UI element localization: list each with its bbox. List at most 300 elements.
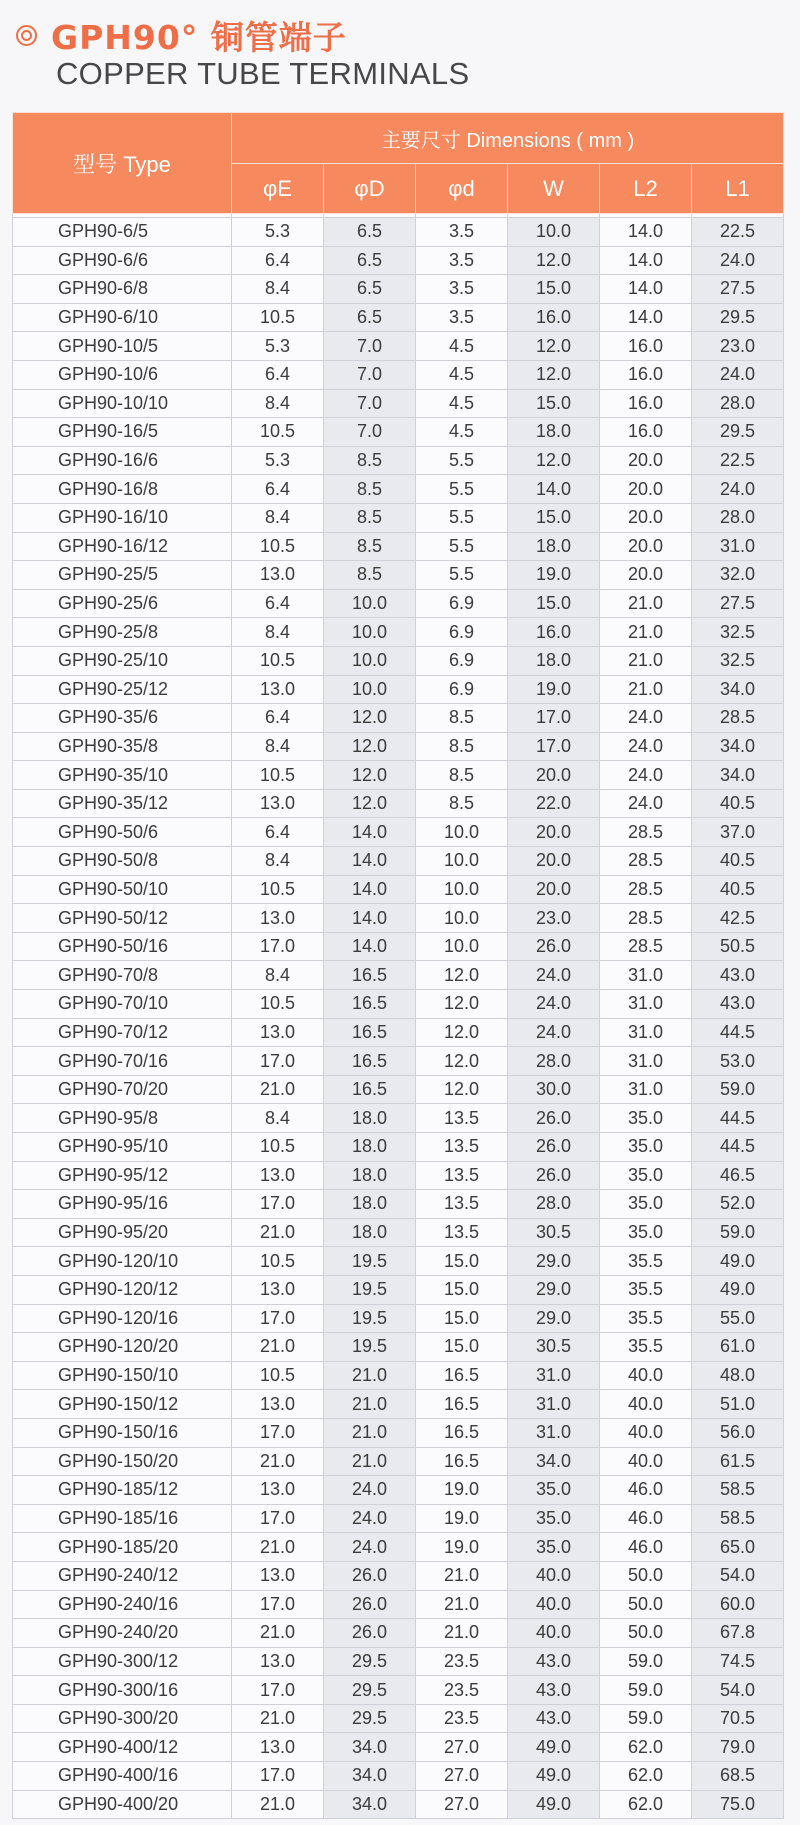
value-cell: 43.0 xyxy=(508,1676,600,1705)
type-cell: GPH90-150/10 xyxy=(13,1361,232,1390)
value-cell: 12.0 xyxy=(416,1047,508,1076)
value-cell: 6.4 xyxy=(232,589,324,618)
value-cell: 19.0 xyxy=(508,675,600,704)
table-row xyxy=(13,1190,784,1219)
value-cell: 40.0 xyxy=(508,1561,600,1590)
value-cell: 23.0 xyxy=(692,332,784,361)
value-cell: 40.5 xyxy=(692,789,784,818)
value-cell: 15.0 xyxy=(416,1304,508,1333)
table-row xyxy=(13,789,784,818)
value-cell: 31.0 xyxy=(692,532,784,561)
value-cell: 49.0 xyxy=(692,1247,784,1276)
value-cell: 53.0 xyxy=(692,1047,784,1076)
table-row xyxy=(13,961,784,990)
value-cell: 18.0 xyxy=(508,418,600,447)
value-cell: 16.0 xyxy=(508,303,600,332)
value-cell: 12.0 xyxy=(416,1075,508,1104)
type-cell: GPH90-120/20 xyxy=(13,1333,232,1362)
value-cell: 27.0 xyxy=(416,1733,508,1762)
value-cell: 13.0 xyxy=(232,1647,324,1676)
table-row xyxy=(13,446,784,475)
value-cell: 29.5 xyxy=(324,1647,416,1676)
value-cell: 13.0 xyxy=(232,675,324,704)
value-cell: 21.0 xyxy=(600,618,692,647)
value-cell: 24.0 xyxy=(692,475,784,504)
value-cell: 58.5 xyxy=(692,1476,784,1505)
table-row xyxy=(13,561,784,590)
value-cell: 10.5 xyxy=(232,303,324,332)
value-cell: 40.0 xyxy=(508,1590,600,1619)
table-row xyxy=(13,704,784,733)
value-cell: 49.0 xyxy=(508,1790,600,1819)
type-cell: GPH90-10/5 xyxy=(13,332,232,361)
table-row xyxy=(13,1762,784,1791)
value-cell: 10.0 xyxy=(508,218,600,247)
value-cell: 29.5 xyxy=(324,1676,416,1705)
type-cell: GPH90-16/12 xyxy=(13,532,232,561)
value-cell: 23.0 xyxy=(508,904,600,933)
type-cell: GPH90-10/10 xyxy=(13,389,232,418)
value-cell: 19.5 xyxy=(324,1247,416,1276)
value-cell: 12.0 xyxy=(324,704,416,733)
value-cell: 50.5 xyxy=(692,932,784,961)
value-cell: 14.0 xyxy=(600,303,692,332)
table-row xyxy=(13,732,784,761)
value-cell: 10.0 xyxy=(324,646,416,675)
value-cell: 13.5 xyxy=(416,1161,508,1190)
value-cell: 24.0 xyxy=(600,732,692,761)
value-cell: 15.0 xyxy=(508,275,600,304)
value-cell: 16.5 xyxy=(416,1447,508,1476)
type-column-header: 型号 Type xyxy=(13,113,232,214)
type-cell: GPH90-120/10 xyxy=(13,1247,232,1276)
value-cell: 54.0 xyxy=(692,1676,784,1705)
type-cell: GPH90-95/12 xyxy=(13,1161,232,1190)
value-cell: 29.5 xyxy=(324,1704,416,1733)
type-cell: GPH90-95/20 xyxy=(13,1218,232,1247)
value-cell: 61.0 xyxy=(692,1333,784,1362)
value-cell: 46.5 xyxy=(692,1161,784,1190)
value-cell: 20.0 xyxy=(508,761,600,790)
value-cell: 6.4 xyxy=(232,360,324,389)
value-cell: 59.0 xyxy=(600,1647,692,1676)
value-cell: 26.0 xyxy=(508,932,600,961)
value-cell: 40.0 xyxy=(600,1447,692,1476)
value-cell: 21.0 xyxy=(232,1790,324,1819)
value-cell: 46.0 xyxy=(600,1504,692,1533)
value-cell: 28.0 xyxy=(692,503,784,532)
table-row xyxy=(13,1133,784,1162)
value-cell: 43.0 xyxy=(692,990,784,1019)
value-cell: 12.0 xyxy=(416,990,508,1019)
value-cell: 34.0 xyxy=(324,1790,416,1819)
value-cell: 24.0 xyxy=(508,1018,600,1047)
table-row xyxy=(13,1733,784,1762)
type-cell: GPH90-6/10 xyxy=(13,303,232,332)
value-cell: 13.5 xyxy=(416,1218,508,1247)
type-cell: GPH90-185/16 xyxy=(13,1504,232,1533)
value-cell: 21.0 xyxy=(416,1590,508,1619)
type-cell: GPH90-70/16 xyxy=(13,1047,232,1076)
table-row xyxy=(13,275,784,304)
table-row xyxy=(13,618,784,647)
table-row xyxy=(13,1647,784,1676)
value-cell: 40.5 xyxy=(692,847,784,876)
page-header xyxy=(0,0,800,110)
type-cell: GPH90-25/8 xyxy=(13,618,232,647)
value-cell: 6.4 xyxy=(232,818,324,847)
value-cell: 26.0 xyxy=(324,1590,416,1619)
value-cell: 17.0 xyxy=(232,1676,324,1705)
value-cell: 58.5 xyxy=(692,1504,784,1533)
value-cell: 4.5 xyxy=(416,360,508,389)
value-cell: 8.5 xyxy=(324,503,416,532)
value-cell: 42.5 xyxy=(692,904,784,933)
page-title: GPH90° 铜管端子 xyxy=(51,18,347,57)
value-cell: 14.0 xyxy=(324,875,416,904)
value-cell: 10.0 xyxy=(324,618,416,647)
type-cell: GPH90-25/12 xyxy=(13,675,232,704)
value-cell: 10.0 xyxy=(416,932,508,961)
table-row xyxy=(13,1533,784,1562)
value-cell: 8.4 xyxy=(232,618,324,647)
value-cell: 34.0 xyxy=(692,732,784,761)
value-cell: 12.0 xyxy=(324,761,416,790)
value-cell: 6.5 xyxy=(324,275,416,304)
value-cell: 6.4 xyxy=(232,246,324,275)
table-row xyxy=(13,818,784,847)
value-cell: 19.0 xyxy=(416,1476,508,1505)
value-cell: 19.0 xyxy=(416,1504,508,1533)
value-cell: 32.5 xyxy=(692,646,784,675)
value-cell: 7.0 xyxy=(324,418,416,447)
type-cell: GPH90-150/12 xyxy=(13,1390,232,1419)
value-cell: 6.4 xyxy=(232,704,324,733)
type-cell: GPH90-120/12 xyxy=(13,1275,232,1304)
column-header: φD xyxy=(324,164,416,214)
value-cell: 8.5 xyxy=(324,475,416,504)
value-cell: 43.0 xyxy=(508,1647,600,1676)
type-cell: GPH90-120/16 xyxy=(13,1304,232,1333)
value-cell: 35.0 xyxy=(508,1533,600,1562)
value-cell: 46.0 xyxy=(600,1476,692,1505)
value-cell: 27.0 xyxy=(416,1762,508,1791)
value-cell: 10.5 xyxy=(232,761,324,790)
value-cell: 12.0 xyxy=(508,332,600,361)
column-header: φd xyxy=(416,164,508,214)
value-cell: 7.0 xyxy=(324,389,416,418)
table-row xyxy=(13,1161,784,1190)
value-cell: 14.0 xyxy=(324,847,416,876)
table-row xyxy=(13,1447,784,1476)
value-cell: 10.5 xyxy=(232,990,324,1019)
type-cell: GPH90-50/8 xyxy=(13,847,232,876)
value-cell: 35.5 xyxy=(600,1304,692,1333)
value-cell: 31.0 xyxy=(508,1418,600,1447)
value-cell: 16.0 xyxy=(600,332,692,361)
value-cell: 8.4 xyxy=(232,1104,324,1133)
value-cell: 5.5 xyxy=(416,561,508,590)
table-row xyxy=(13,1790,784,1819)
value-cell: 50.0 xyxy=(600,1590,692,1619)
value-cell: 17.0 xyxy=(232,1304,324,1333)
value-cell: 20.0 xyxy=(600,446,692,475)
value-cell: 21.0 xyxy=(232,1704,324,1733)
value-cell: 35.5 xyxy=(600,1247,692,1276)
value-cell: 8.5 xyxy=(324,561,416,590)
value-cell: 28.5 xyxy=(600,847,692,876)
table-row xyxy=(13,246,784,275)
value-cell: 21.0 xyxy=(232,1333,324,1362)
value-cell: 3.5 xyxy=(416,246,508,275)
value-cell: 59.0 xyxy=(600,1676,692,1705)
value-cell: 31.0 xyxy=(600,1075,692,1104)
value-cell: 21.0 xyxy=(232,1075,324,1104)
type-cell: GPH90-400/12 xyxy=(13,1733,232,1762)
value-cell: 32.5 xyxy=(692,618,784,647)
value-cell: 12.0 xyxy=(324,732,416,761)
value-cell: 6.9 xyxy=(416,646,508,675)
value-cell: 8.5 xyxy=(324,446,416,475)
type-cell: GPH90-35/12 xyxy=(13,789,232,818)
value-cell: 18.0 xyxy=(508,532,600,561)
value-cell: 62.0 xyxy=(600,1733,692,1762)
table-row xyxy=(13,875,784,904)
value-cell: 34.0 xyxy=(324,1733,416,1762)
type-cell: GPH90-16/10 xyxy=(13,503,232,532)
value-cell: 5.3 xyxy=(232,218,324,247)
value-cell: 22.5 xyxy=(692,218,784,247)
type-cell: GPH90-16/5 xyxy=(13,418,232,447)
value-cell: 28.0 xyxy=(508,1047,600,1076)
value-cell: 55.0 xyxy=(692,1304,784,1333)
type-cell: GPH90-50/10 xyxy=(13,875,232,904)
value-cell: 19.0 xyxy=(416,1533,508,1562)
value-cell: 17.0 xyxy=(508,732,600,761)
value-cell: 13.0 xyxy=(232,1390,324,1419)
value-cell: 21.0 xyxy=(416,1619,508,1648)
table-row xyxy=(13,1619,784,1648)
value-cell: 30.5 xyxy=(508,1218,600,1247)
table-header xyxy=(13,113,784,214)
value-cell: 35.0 xyxy=(600,1104,692,1133)
value-cell: 6.9 xyxy=(416,618,508,647)
type-cell: GPH90-95/10 xyxy=(13,1133,232,1162)
value-cell: 65.0 xyxy=(692,1533,784,1562)
value-cell: 3.5 xyxy=(416,275,508,304)
value-cell: 28.5 xyxy=(600,818,692,847)
value-cell: 21.0 xyxy=(600,589,692,618)
value-cell: 6.9 xyxy=(416,675,508,704)
value-cell: 13.0 xyxy=(232,789,324,818)
table-row xyxy=(13,646,784,675)
value-cell: 16.5 xyxy=(324,1018,416,1047)
type-cell: GPH90-300/20 xyxy=(13,1704,232,1733)
type-cell: GPH90-400/16 xyxy=(13,1762,232,1791)
value-cell: 5.5 xyxy=(416,532,508,561)
value-cell: 16.0 xyxy=(600,418,692,447)
value-cell: 13.0 xyxy=(232,1733,324,1762)
type-cell: GPH90-70/8 xyxy=(13,961,232,990)
value-cell: 18.0 xyxy=(324,1218,416,1247)
value-cell: 10.0 xyxy=(416,847,508,876)
value-cell: 62.0 xyxy=(600,1762,692,1791)
value-cell: 14.0 xyxy=(324,932,416,961)
value-cell: 20.0 xyxy=(508,847,600,876)
value-cell: 17.0 xyxy=(508,704,600,733)
value-cell: 62.0 xyxy=(600,1790,692,1819)
value-cell: 56.0 xyxy=(692,1418,784,1447)
value-cell: 18.0 xyxy=(324,1104,416,1133)
value-cell: 21.0 xyxy=(416,1561,508,1590)
value-cell: 7.0 xyxy=(324,332,416,361)
value-cell: 10.0 xyxy=(324,589,416,618)
value-cell: 6.5 xyxy=(324,246,416,275)
value-cell: 27.5 xyxy=(692,589,784,618)
value-cell: 18.0 xyxy=(508,646,600,675)
value-cell: 21.0 xyxy=(232,1218,324,1247)
value-cell: 8.4 xyxy=(232,732,324,761)
type-cell: GPH90-185/20 xyxy=(13,1533,232,1562)
table-row xyxy=(13,1218,784,1247)
table-row xyxy=(13,990,784,1019)
value-cell: 34.0 xyxy=(692,761,784,790)
value-cell: 23.5 xyxy=(416,1704,508,1733)
value-cell: 13.0 xyxy=(232,561,324,590)
type-cell: GPH90-35/10 xyxy=(13,761,232,790)
value-cell: 10.0 xyxy=(324,675,416,704)
value-cell: 22.0 xyxy=(508,789,600,818)
type-cell: GPH90-150/20 xyxy=(13,1447,232,1476)
value-cell: 13.5 xyxy=(416,1104,508,1133)
value-cell: 28.5 xyxy=(600,932,692,961)
value-cell: 20.0 xyxy=(600,561,692,590)
value-cell: 8.4 xyxy=(232,275,324,304)
table-row xyxy=(13,1361,784,1390)
type-cell: GPH90-16/6 xyxy=(13,446,232,475)
value-cell: 4.5 xyxy=(416,389,508,418)
value-cell: 6.5 xyxy=(324,303,416,332)
value-cell: 29.0 xyxy=(508,1247,600,1276)
value-cell: 40.0 xyxy=(600,1361,692,1390)
type-cell: GPH90-6/6 xyxy=(13,246,232,275)
value-cell: 10.5 xyxy=(232,532,324,561)
value-cell: 10.5 xyxy=(232,646,324,675)
value-cell: 6.5 xyxy=(324,218,416,247)
table-row xyxy=(13,1018,784,1047)
table-row xyxy=(13,761,784,790)
value-cell: 4.5 xyxy=(416,332,508,361)
value-cell: 20.0 xyxy=(600,475,692,504)
value-cell: 24.0 xyxy=(600,704,692,733)
value-cell: 40.5 xyxy=(692,875,784,904)
table-row xyxy=(13,475,784,504)
type-cell: GPH90-35/6 xyxy=(13,704,232,733)
value-cell: 23.5 xyxy=(416,1676,508,1705)
value-cell: 17.0 xyxy=(232,1047,324,1076)
type-cell: GPH90-300/16 xyxy=(13,1676,232,1705)
table-row xyxy=(13,1504,784,1533)
value-cell: 17.0 xyxy=(232,932,324,961)
value-cell: 29.5 xyxy=(692,303,784,332)
table-row xyxy=(13,1047,784,1076)
value-cell: 17.0 xyxy=(232,1190,324,1219)
value-cell: 50.0 xyxy=(600,1561,692,1590)
value-cell: 6.4 xyxy=(232,475,324,504)
value-cell: 43.0 xyxy=(692,961,784,990)
table-row xyxy=(13,332,784,361)
type-cell: GPH90-50/6 xyxy=(13,818,232,847)
value-cell: 26.0 xyxy=(508,1161,600,1190)
value-cell: 10.5 xyxy=(232,418,324,447)
value-cell: 35.0 xyxy=(508,1476,600,1505)
value-cell: 30.5 xyxy=(508,1333,600,1362)
value-cell: 28.0 xyxy=(508,1190,600,1219)
type-cell: GPH90-10/6 xyxy=(13,360,232,389)
value-cell: 8.4 xyxy=(232,961,324,990)
double-circle-icon xyxy=(16,25,37,46)
value-cell: 15.0 xyxy=(508,389,600,418)
table-row xyxy=(13,1390,784,1419)
value-cell: 16.0 xyxy=(600,360,692,389)
value-cell: 35.0 xyxy=(508,1504,600,1533)
value-cell: 27.0 xyxy=(416,1790,508,1819)
value-cell: 10.5 xyxy=(232,1133,324,1162)
value-cell: 26.0 xyxy=(324,1561,416,1590)
value-cell: 16.5 xyxy=(416,1390,508,1419)
type-cell: GPH90-240/20 xyxy=(13,1619,232,1648)
table-row xyxy=(13,1676,784,1705)
value-cell: 13.0 xyxy=(232,1561,324,1590)
value-cell: 24.0 xyxy=(692,360,784,389)
table-row xyxy=(13,589,784,618)
value-cell: 68.5 xyxy=(692,1762,784,1791)
type-cell: GPH90-25/10 xyxy=(13,646,232,675)
type-cell: GPH90-35/8 xyxy=(13,732,232,761)
value-cell: 16.5 xyxy=(324,1047,416,1076)
value-cell: 44.5 xyxy=(692,1133,784,1162)
value-cell: 31.0 xyxy=(508,1390,600,1419)
table-row xyxy=(13,904,784,933)
value-cell: 13.5 xyxy=(416,1190,508,1219)
value-cell: 10.0 xyxy=(416,818,508,847)
value-cell: 43.0 xyxy=(508,1704,600,1733)
title-row xyxy=(16,12,347,59)
value-cell: 44.5 xyxy=(692,1104,784,1133)
table-row xyxy=(13,1476,784,1505)
value-cell: 21.0 xyxy=(324,1447,416,1476)
table-row xyxy=(13,389,784,418)
value-cell: 8.5 xyxy=(416,732,508,761)
value-cell: 13.0 xyxy=(232,1161,324,1190)
value-cell: 14.0 xyxy=(600,275,692,304)
value-cell: 8.5 xyxy=(416,704,508,733)
value-cell: 13.0 xyxy=(232,1476,324,1505)
value-cell: 31.0 xyxy=(508,1361,600,1390)
type-cell: GPH90-240/12 xyxy=(13,1561,232,1590)
value-cell: 16.5 xyxy=(324,961,416,990)
value-cell: 28.5 xyxy=(600,875,692,904)
value-cell: 14.0 xyxy=(324,818,416,847)
value-cell: 29.0 xyxy=(508,1304,600,1333)
value-cell: 20.0 xyxy=(600,532,692,561)
value-cell: 21.0 xyxy=(324,1390,416,1419)
value-cell: 24.0 xyxy=(324,1533,416,1562)
value-cell: 19.5 xyxy=(324,1304,416,1333)
type-cell: GPH90-6/8 xyxy=(13,275,232,304)
table-row xyxy=(13,675,784,704)
value-cell: 24.0 xyxy=(692,246,784,275)
